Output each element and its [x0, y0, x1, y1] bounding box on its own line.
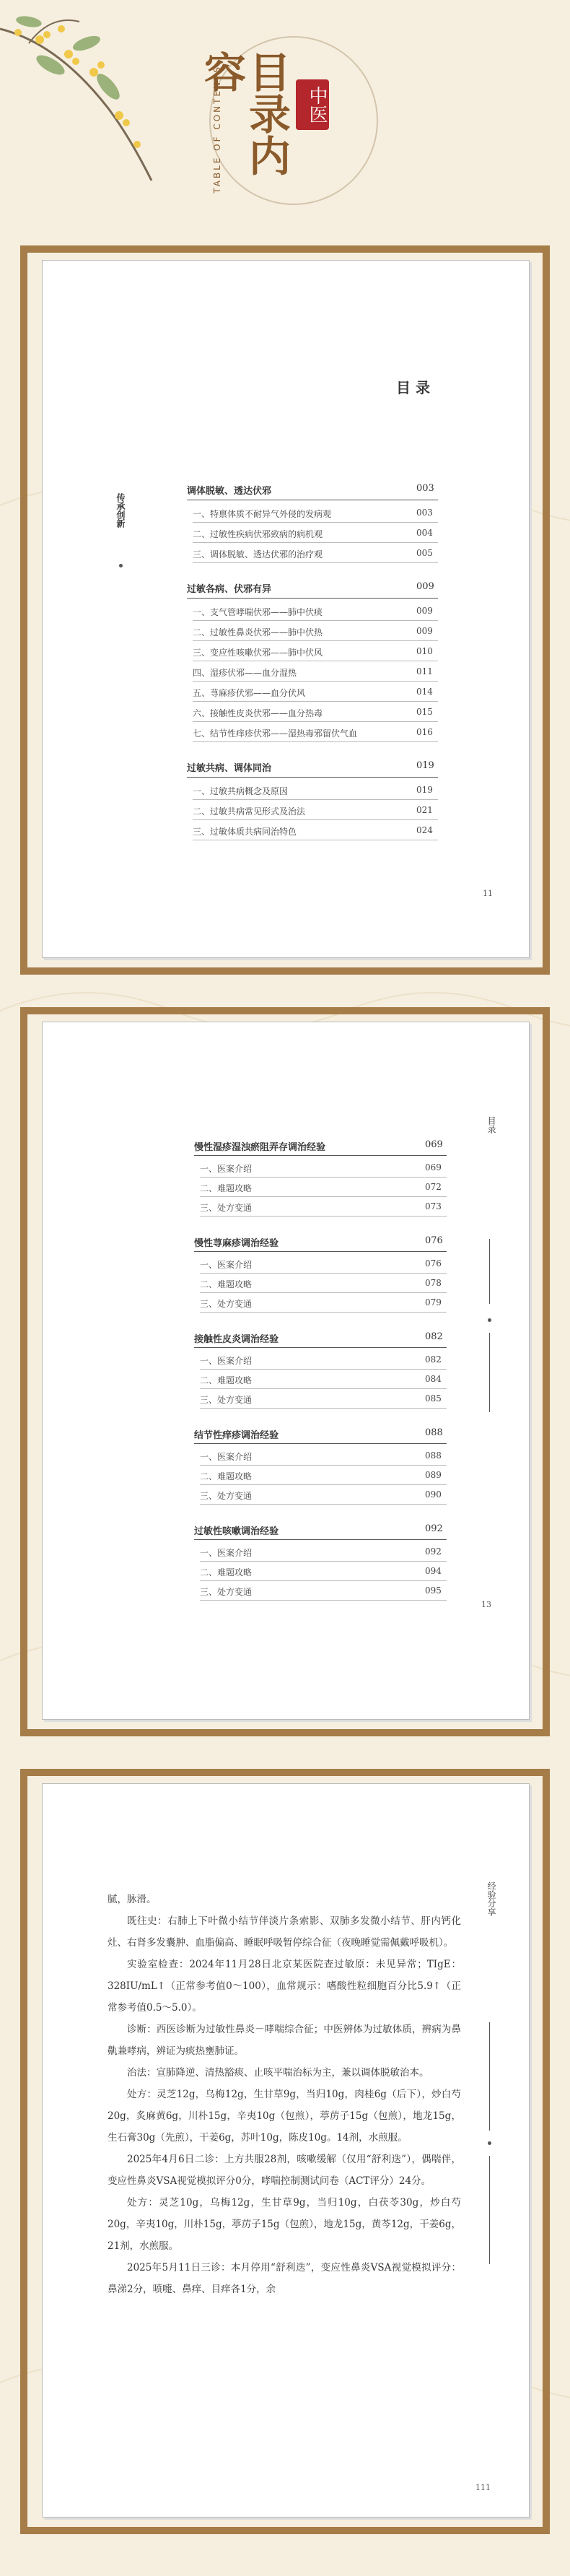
- toc-item[interactable]: 一、医案介绍: [200, 1164, 253, 1174]
- toc-item-rule: [200, 1273, 447, 1274]
- toc-item-page: 082: [425, 1354, 442, 1365]
- toc-group-title[interactable]: 慢性荨麻疹调治经验: [194, 1238, 279, 1249]
- toc-item-page: 010: [416, 646, 433, 656]
- frame-left: [20, 245, 27, 975]
- toc-item-page: 079: [425, 1297, 442, 1307]
- toc-item-page: 088: [425, 1450, 442, 1461]
- toc-item-page: 011: [416, 666, 433, 676]
- toc-item[interactable]: 二、难题攻略: [200, 1471, 253, 1481]
- book-page: [42, 1783, 530, 2518]
- toc-item-rule: [200, 1580, 447, 1581]
- toc-item-page: 076: [425, 1258, 442, 1269]
- toc-item[interactable]: 七、结节性痒疹伏邪——湿热毒邪留伏气血: [193, 728, 358, 739]
- paragraph: 既往史：右肺上下叶微小结节伴淡片条索影、双肺多发微小结节、肝内钙化灶、右肾多发囊肿、血脂偏高、睡眠呼吸暂停综合征（夜晚睡觉需佩戴呼吸机）。: [108, 1915, 461, 1949]
- toc-group-page: 092: [425, 1523, 443, 1534]
- side-label: 经验分享: [486, 1881, 496, 1916]
- side-label: 传承创新: [115, 493, 126, 528]
- side-rule: [489, 1333, 490, 1412]
- toc-item[interactable]: 三、过敏体质共病同治特色: [193, 827, 297, 837]
- toc-group-title[interactable]: 调体脱敏、透达伏邪: [187, 486, 272, 497]
- toc-item[interactable]: 一、医案介绍: [200, 1260, 253, 1270]
- toc-group-title[interactable]: 接触性皮炎调治经验: [194, 1334, 279, 1345]
- toc-item[interactable]: 一、医案介绍: [200, 1548, 253, 1558]
- toc-item[interactable]: 三、处方变通: [200, 1395, 253, 1405]
- toc-item-page: 078: [425, 1278, 442, 1288]
- toc-group-page: 003: [416, 483, 434, 494]
- paragraph: 2025年5月11日三诊：本月停用“舒利迭”，变应性鼻炎VSA视觉模拟评分：鼻涕2分，喷嚏、鼻痒、目痒各1分，余: [108, 2262, 461, 2295]
- toc-item-rule: [200, 1465, 447, 1466]
- toc-item[interactable]: 一、支气管哮喘伏邪——肺中伏痰: [193, 607, 323, 617]
- frame-right: [543, 245, 550, 975]
- toc-group-title[interactable]: 慢性湿疹湿浊瘀阻弄存调治经验: [194, 1142, 326, 1153]
- toc-item-rule: [200, 1484, 447, 1485]
- toc-item-page: 094: [425, 1566, 442, 1576]
- toc-group-title[interactable]: 过敏各病、伏邪有异: [187, 584, 272, 595]
- toc-item-page: 021: [416, 805, 433, 815]
- toc-divider: [187, 598, 438, 599]
- toc-item[interactable]: 三、调体脱敏、透达伏邪的治疗观: [193, 549, 323, 560]
- toc-heading: 目 录: [396, 379, 430, 396]
- toc-item-page: 019: [416, 785, 433, 795]
- toc-item-page: 014: [416, 687, 433, 697]
- title-block: [197, 51, 339, 209]
- toc-item-page: 073: [425, 1201, 442, 1211]
- page-title: 目录内容: [197, 51, 291, 176]
- toc-item-page: 069: [425, 1162, 442, 1172]
- toc-item-page: 084: [425, 1374, 442, 1384]
- paragraph: 治法：宣肺降逆、清热豁痰、止咳平喘治标为主，兼以调体脱敏治本。: [127, 2067, 429, 2079]
- toc-divider: [187, 777, 438, 778]
- toc-item[interactable]: 六、接触性皮炎伏邪——血分热毒: [193, 708, 323, 718]
- toc-group-page: 076: [425, 1235, 443, 1246]
- toc-item-page: 009: [416, 606, 433, 616]
- toc-item-page: 090: [425, 1489, 442, 1500]
- toc-item-page: 003: [416, 508, 433, 518]
- paragraph: 实验室检查：2024年11月28日北京某医院查过敏原：未见异常；TIgE：328IU/mL↑（正常参考值0～100），血常规示：嗜酸性粒细胞百分比5.9↑（正常参考值0.5～5.0）。: [108, 1959, 461, 2014]
- toc-divider: [194, 1443, 447, 1444]
- toc-item[interactable]: 一、特禀体质不耐异气外侵的发病观: [193, 509, 332, 519]
- page-number: 111: [475, 2483, 491, 2492]
- frame-left: [20, 1769, 27, 2534]
- toc-item-page: 089: [425, 1470, 442, 1480]
- toc-item-rule: [200, 1504, 447, 1505]
- frame-bottom: [20, 967, 550, 975]
- paragraph: 诊断：西医诊断为过敏性鼻炎－哮喘综合征；中医辨体为过敏体质，辨病为鼻鼽兼哮病，辨证为痰热壅肺证。: [108, 2024, 461, 2057]
- toc-item[interactable]: 四、湿疹伏邪——血分湿热: [193, 668, 297, 678]
- toc-item-rule: [193, 522, 438, 523]
- page-number: 11: [483, 889, 493, 898]
- toc-item-rule: [200, 1312, 447, 1313]
- toc-item[interactable]: 一、过敏共病概念及原因: [193, 786, 289, 796]
- toc-item[interactable]: 二、过敏共病常见形式及治法: [193, 806, 306, 817]
- header: [0, 0, 570, 238]
- toc-item-rule: [200, 1292, 447, 1293]
- toc-item-rule: [193, 681, 438, 682]
- toc-card-1: [20, 245, 550, 975]
- toc-item[interactable]: 五、荨麻疹伏邪——血分伏风: [193, 688, 306, 698]
- toc-item-rule: [193, 799, 438, 800]
- page-number: 13: [481, 1600, 491, 1609]
- toc-group-page: 019: [416, 760, 434, 771]
- frame-bottom: [20, 1729, 550, 1736]
- frame-right: [543, 1007, 550, 1736]
- frame-bottom: [20, 2527, 550, 2534]
- book-page: [42, 260, 530, 958]
- toc-group-title[interactable]: 结节性痒疹调治经验: [194, 1430, 279, 1441]
- toc-item[interactable]: 三、处方变通: [200, 1491, 253, 1501]
- toc-item[interactable]: 二、难题攻略: [200, 1183, 253, 1193]
- toc-item[interactable]: 二、难题攻略: [200, 1375, 253, 1385]
- toc-group-title[interactable]: 过敏性咳嗽调治经验: [194, 1526, 279, 1537]
- paragraph: 处方：灵芝10g，乌梅12g，生甘草9g，当归10g，白茯苓30g，炒白芍20g，辛夷10g，川朴15g，葶苈子15g（包煎），地龙15g，黄芩12g，干姜6g，21剂，水煎服。: [108, 2197, 461, 2252]
- toc-item-rule: [193, 620, 438, 621]
- toc-item-page: 024: [416, 825, 433, 835]
- body-text: [108, 1889, 461, 2300]
- text-card: [20, 1769, 550, 2534]
- toc-item-rule: [193, 640, 438, 641]
- seal-badge: 中医: [296, 79, 329, 130]
- toc-item-rule: [200, 1600, 447, 1601]
- side-label: 目录: [486, 1116, 496, 1133]
- toc-item-rule: [200, 1561, 447, 1562]
- toc-item-page: 016: [416, 727, 433, 737]
- toc-card-2: [20, 1007, 550, 1736]
- paragraph: 2025年4月6日二诊：上方共服28剂，咳嗽缓解（仅用“舒利迭”），偶喘伴，变应性鼻炎VSA视觉模拟评分0分，哮喘控制测试问卷（ACT评分）24分。: [108, 2154, 461, 2187]
- side-rule: [489, 1239, 490, 1304]
- frame-left: [20, 1007, 27, 1736]
- toc-item-rule: [193, 562, 438, 563]
- toc-item[interactable]: 二、难题攻略: [200, 1567, 253, 1578]
- side-dot: [488, 1318, 491, 1322]
- frame-right: [543, 1769, 550, 2534]
- toc-divider: [194, 1539, 447, 1540]
- toc-item-rule: [200, 1388, 447, 1389]
- toc-item-rule: [193, 701, 438, 702]
- toc-item[interactable]: 一、医案介绍: [200, 1356, 253, 1366]
- toc-item[interactable]: 三、变应性咳嗽伏邪——肺中伏风: [193, 648, 323, 658]
- toc-item-rule: [200, 1177, 447, 1178]
- toc-item[interactable]: 一、医案介绍: [200, 1452, 253, 1462]
- toc-group-title[interactable]: 过敏共病、调体同治: [187, 763, 272, 774]
- frame-top: [20, 245, 550, 253]
- toc-item-rule: [200, 1196, 447, 1197]
- toc-item[interactable]: 三、处方变通: [200, 1587, 253, 1597]
- toc-item-page: 005: [416, 548, 433, 558]
- toc-item[interactable]: 三、处方变通: [200, 1203, 253, 1213]
- toc-item-page: 009: [416, 626, 433, 636]
- toc-divider: [194, 1251, 447, 1252]
- toc-item-page: 092: [425, 1546, 442, 1557]
- side-dot: [488, 2141, 491, 2145]
- side-rule: [489, 2156, 490, 2264]
- toc-group-page: 069: [425, 1139, 443, 1150]
- toc-group-page: 088: [425, 1427, 443, 1438]
- toc-divider: [194, 1347, 447, 1348]
- toc-group-page: 082: [425, 1331, 443, 1342]
- toc-item[interactable]: 二、过敏性鼻炎伏邪——肺中伏热: [193, 627, 323, 638]
- toc-item-rule: [200, 1216, 447, 1217]
- toc-group-page: 009: [416, 581, 434, 592]
- toc-item-rule: [193, 819, 438, 820]
- osmanthus-branch-icon: [0, 0, 166, 188]
- toc-item-rule: [193, 741, 438, 742]
- toc-item[interactable]: 三、处方变通: [200, 1299, 253, 1309]
- toc-item[interactable]: 二、难题攻略: [200, 1279, 253, 1289]
- toc-item-rule: [200, 1369, 447, 1370]
- toc-item-rule: [193, 542, 438, 543]
- title-english: TABLE OF CONTENTS: [212, 65, 222, 193]
- paragraph: 腻，脉滑。: [108, 1894, 157, 1905]
- toc-item[interactable]: 二、过敏性疾病伏邪致病的病机观: [193, 529, 323, 539]
- side-rule: [489, 2022, 490, 2131]
- frame-top: [20, 1007, 550, 1014]
- toc-item-rule: [193, 721, 438, 722]
- toc-item-page: 072: [425, 1182, 442, 1192]
- toc-item-page: 004: [416, 528, 433, 538]
- toc-item-page: 095: [425, 1585, 442, 1596]
- book-page: [42, 1022, 530, 1720]
- toc-item-page: 015: [416, 707, 433, 717]
- paragraph: 处方：灵芝12g，乌梅12g，生甘草9g，当归10g，肉桂6g（后下），炒白芍20g，炙麻黄6g，川朴15g，辛夷10g（包煎），葶苈子15g（包煎），地龙15g，生石膏30g（先煎），干姜6g，苏叶10g，陈皮10g。14剂，水煎服。: [108, 2089, 461, 2144]
- toc-item-page: 085: [425, 1393, 442, 1404]
- frame-top: [20, 1769, 550, 1776]
- toc-item-rule: [200, 1408, 447, 1409]
- side-dot: [119, 564, 123, 567]
- toc-divider: [194, 1155, 447, 1156]
